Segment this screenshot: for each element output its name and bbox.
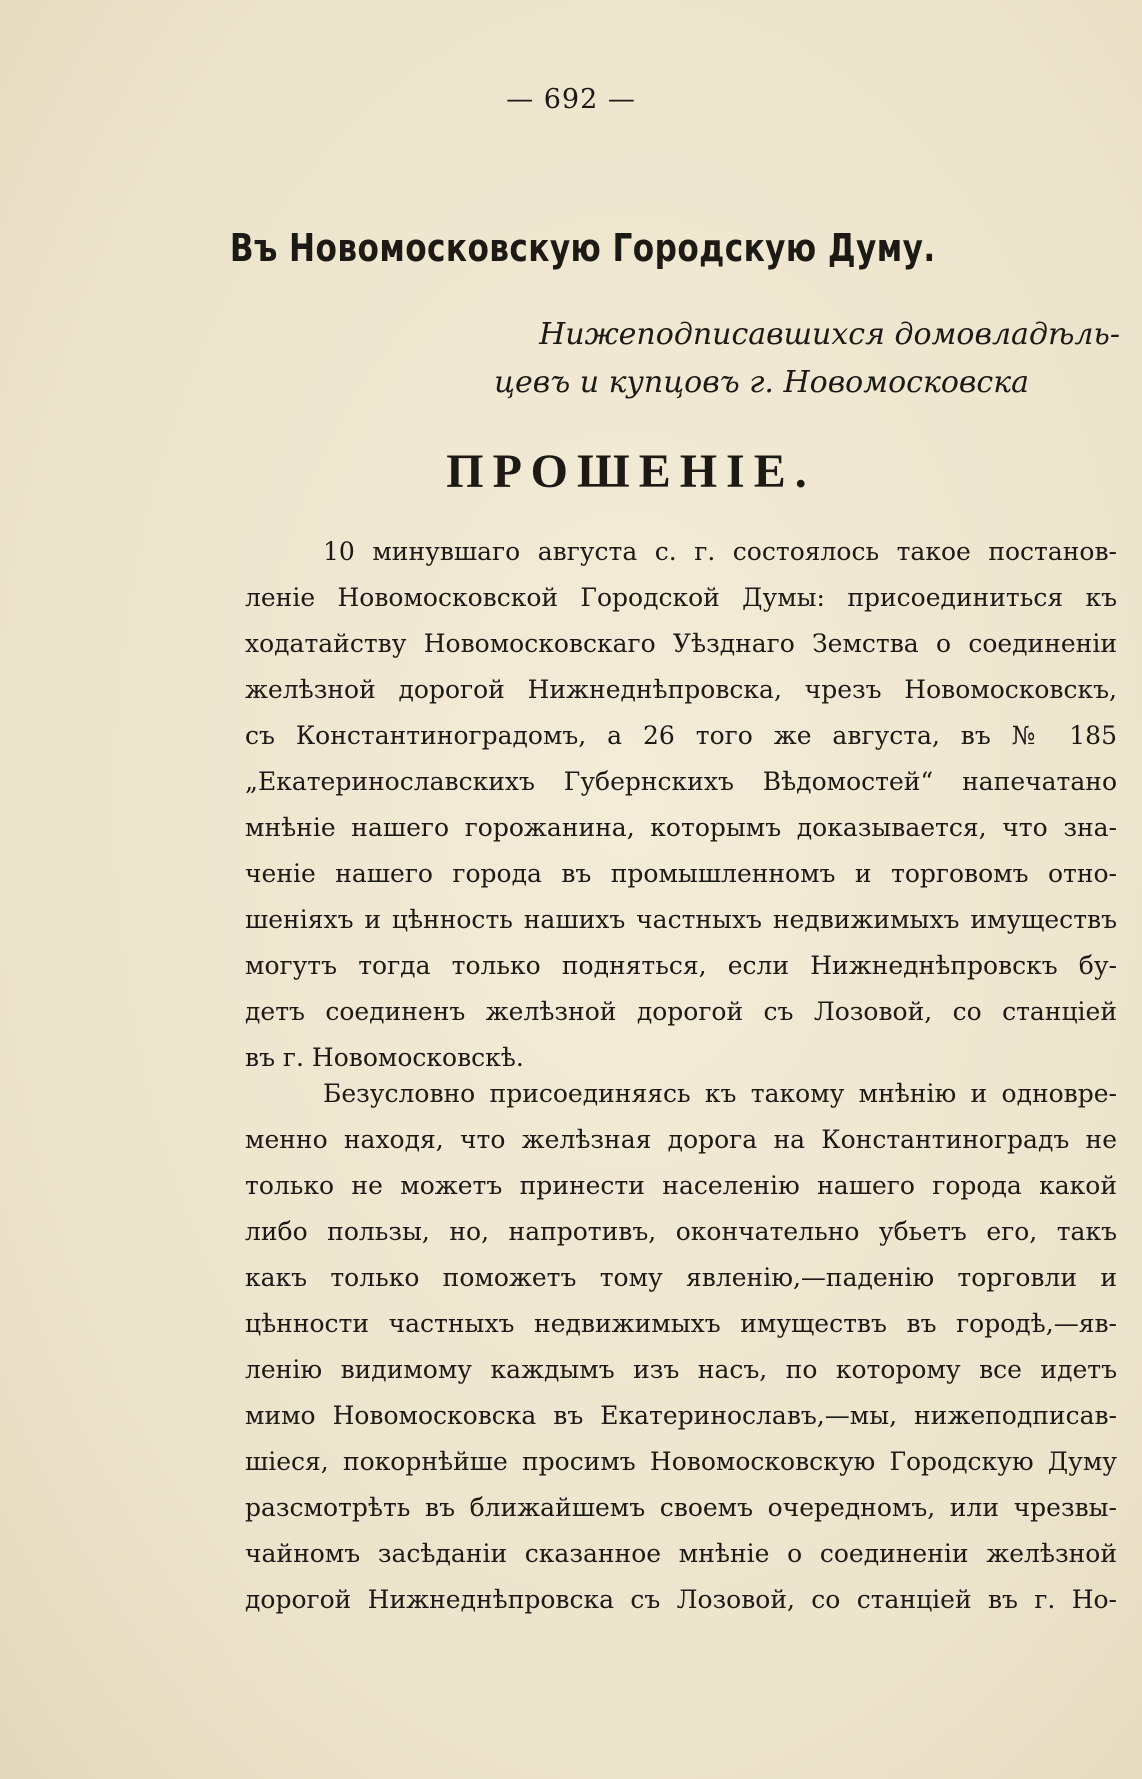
text-line: ходатайству Новомосковскаго Уѣзднаго Земства о соединеніи <box>245 629 1117 658</box>
text-line: съ Константиноградомъ, а 26 того же августа, въ № 185 <box>245 721 1117 750</box>
text-line: леніе Новомосковской Городской Думы: присоединиться къ <box>245 583 1117 612</box>
text-line: разсмотрѣть въ ближайшемъ своемъ очередномъ, или чрезвы- <box>245 1493 1117 1522</box>
text-line: дорогой Нижнеднѣпровска съ Лозовой, со станціей въ г. Но- <box>245 1585 1117 1614</box>
text-line: въ г. Новомосковскѣ. <box>245 1043 524 1072</box>
text-line: шеніяхъ и цѣнность нашихъ частныхъ недвижимыхъ имуществъ <box>245 905 1117 934</box>
document-heading: Въ Новомосковскую Городскую Думу. <box>229 226 936 270</box>
text-line: мимо Новомосковска въ Екатеринославъ,—мы, нижеподписав- <box>245 1401 1117 1430</box>
text-line: „Екатеринославскихъ Губернскихъ Вѣдомостей“ напечатано <box>245 767 1117 796</box>
text-line: ленію видимому каждымъ изъ насъ, по которому все идетъ <box>245 1355 1117 1384</box>
text-line: только не можетъ принести населенію нашего города какой <box>245 1171 1117 1200</box>
text-line: детъ соединенъ желѣзной дорогой съ Лозовой, со станціей <box>245 997 1117 1026</box>
paragraph-1 <box>245 529 1117 1081</box>
text-line: мнѣніе нашего горожанина, которымъ доказывается, что зна- <box>245 813 1117 842</box>
text-line: какъ только поможетъ тому явленію,—паденію торговли и <box>245 1263 1117 1292</box>
text-line: желѣзной дорогой Нижнеднѣпровска, чрезъ Новомосковскъ, <box>245 675 1117 704</box>
text-line: Безусловно присоединяясь къ такому мнѣнію и одновре- <box>323 1079 1117 1108</box>
page-number: — 692 — <box>506 84 636 115</box>
text-line: либо пользы, но, напротивъ, окончательно убьетъ его, такъ <box>245 1217 1117 1246</box>
subtitle-line: цевъ и купцовъ г. Новомосковска <box>494 365 1029 400</box>
text-line: ченіе нашего города въ промышленномъ и торговомъ отно- <box>245 859 1117 888</box>
text-line: 10 минувшаго августа с. г. состоялось такое постанов- <box>323 537 1117 566</box>
petition-title: ПРОШЕНІЕ. <box>446 445 816 498</box>
text-line: чайномъ засѣданіи сказанное мнѣніе о соединеніи желѣзной <box>245 1539 1117 1568</box>
text-line: могутъ тогда только подняться, если Нижнеднѣпровскъ бу- <box>245 951 1117 980</box>
text-line: менно находя, что желѣзная дорога на Константиноградъ не <box>245 1125 1117 1154</box>
paragraph-2 <box>245 1071 1117 1623</box>
text-line: шіеся, покорнѣйше просимъ Новомосковскую Городскую Думу <box>245 1447 1117 1476</box>
subtitle-line: Нижеподписавшихся домовладѣль- <box>539 317 1120 352</box>
text-line: цѣнности частныхъ недвижимыхъ имуществъ въ городѣ,—яв- <box>245 1309 1117 1338</box>
